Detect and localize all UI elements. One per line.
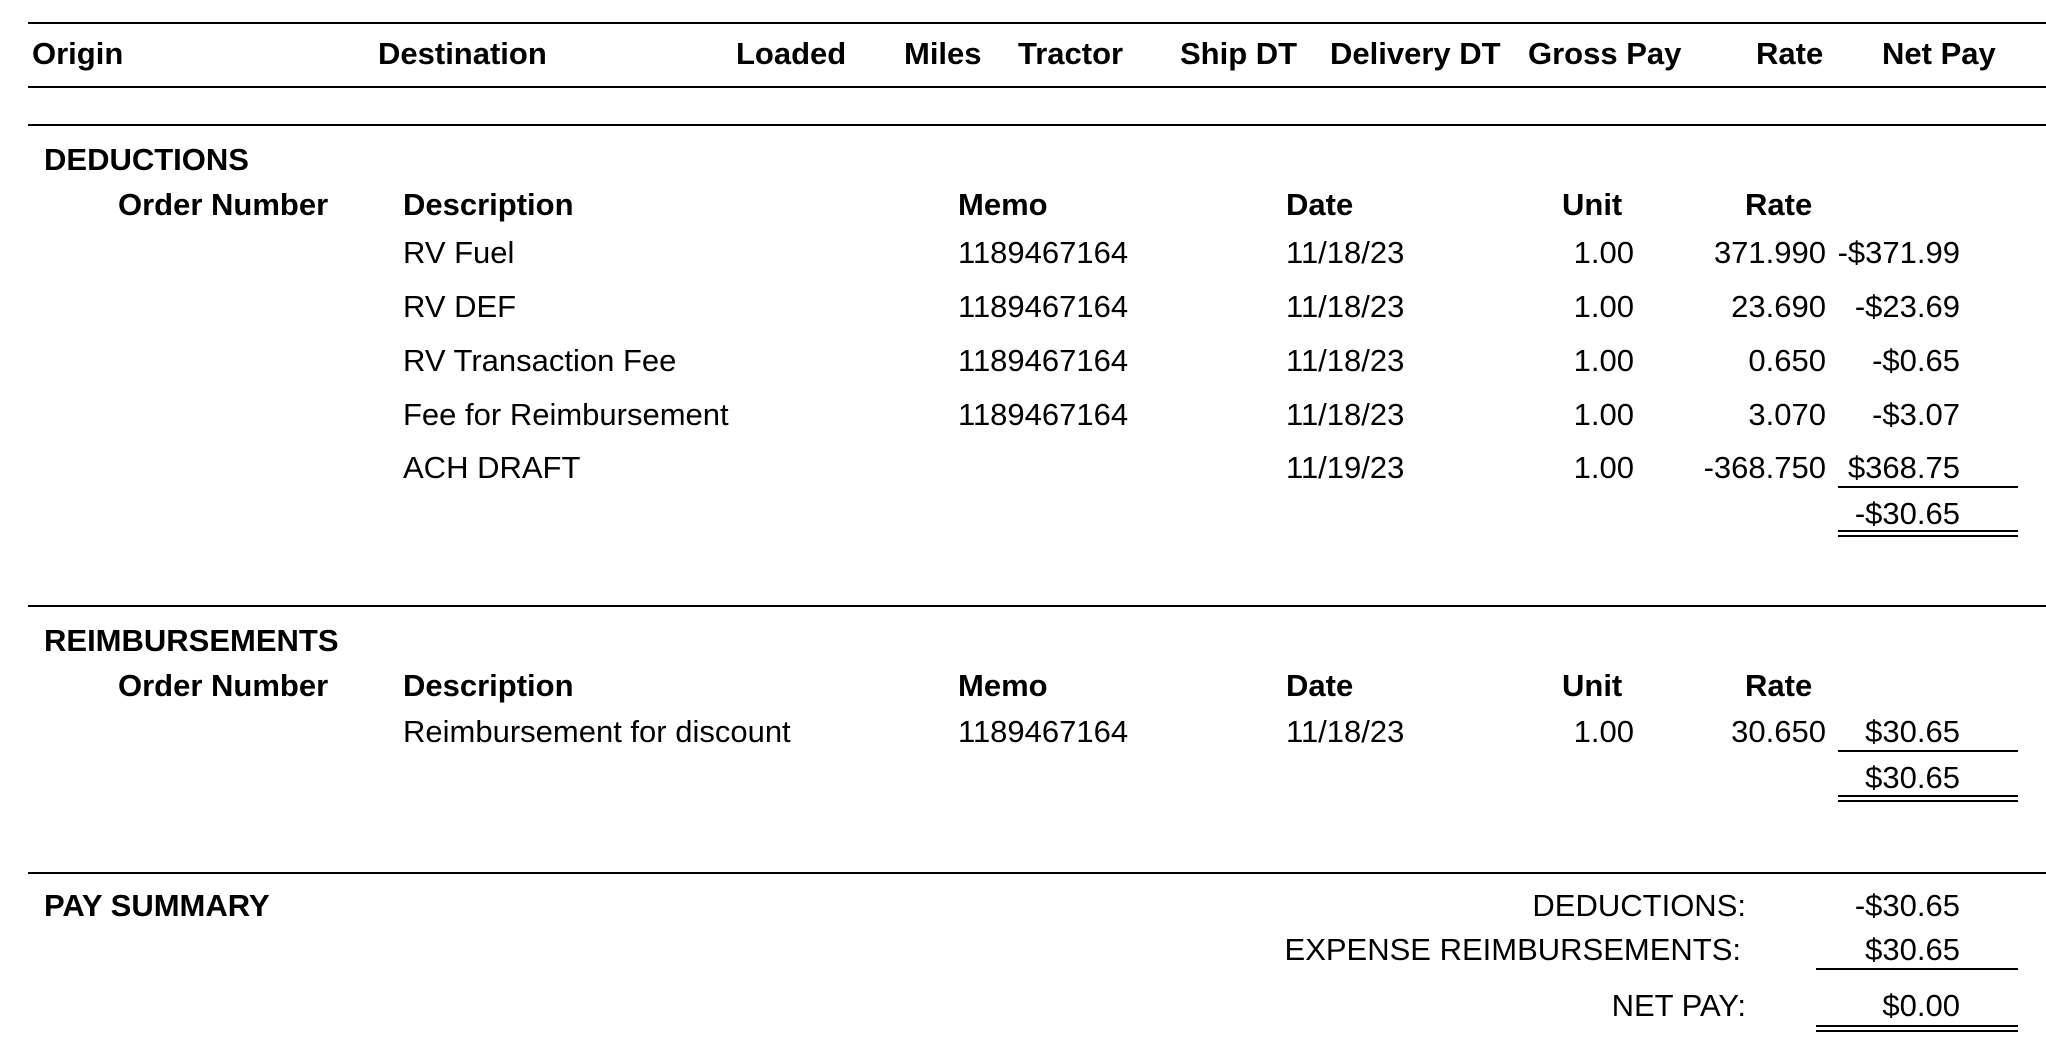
table-row-memo: 1189467164 <box>958 235 1129 270</box>
deductions-header-description: Description <box>403 187 574 222</box>
summary-net-pay-double-underline <box>1816 1025 2018 1032</box>
table-row-rate: 0.650 <box>1748 343 1826 378</box>
summary-reimbursements-value: $30.65 <box>1865 932 1960 967</box>
table-row-unit: 1.00 <box>1573 343 1634 378</box>
summary-deductions-label: DEDUCTIONS: <box>1532 888 1746 923</box>
table-row-unit: 1.00 <box>1573 397 1634 432</box>
table-row-amount: $30.65 <box>1865 714 1960 749</box>
reimbursements-top-rule <box>28 605 2046 607</box>
header-bottom-rule <box>28 86 2046 88</box>
col-gross-pay: Gross Pay <box>1528 36 1682 71</box>
table-row-memo: 1189467164 <box>958 343 1129 378</box>
table-row-date: 11/18/23 <box>1286 235 1405 270</box>
reimbursements-subtotal-underline <box>1838 750 2018 752</box>
table-row-amount: -$23.69 <box>1854 289 1960 324</box>
summary-net-pay-value: $0.00 <box>1882 988 1960 1023</box>
deductions-header-order-number: Order Number <box>118 187 329 222</box>
table-row-date: 11/18/23 <box>1286 714 1405 749</box>
table-row-description: RV Transaction Fee <box>403 343 677 378</box>
pay-summary-title: PAY SUMMARY <box>44 888 270 923</box>
pay-summary-top-rule <box>28 872 2046 874</box>
reimbursements-header-unit: Unit <box>1562 668 1623 703</box>
summary-reimbursements-label: EXPENSE REIMBURSEMENTS: <box>1284 932 1741 967</box>
table-row-description: ACH DRAFT <box>403 450 581 485</box>
deductions-title: DEDUCTIONS <box>44 142 249 177</box>
summary-net-pay-label: NET PAY: <box>1611 988 1746 1023</box>
table-row-rate: 30.650 <box>1731 714 1826 749</box>
table-row-rate: 371.990 <box>1713 235 1826 270</box>
col-tractor: Tractor <box>1018 36 1124 71</box>
deductions-header-date: Date <box>1286 187 1354 222</box>
summary-deductions-value: -$30.65 <box>1854 888 1960 923</box>
table-row-description: Fee for Reimbursement <box>403 397 729 432</box>
reimbursements-total-double-underline <box>1838 795 2018 802</box>
deductions-total: -$30.65 <box>1854 496 1960 531</box>
table-row-memo: 1189467164 <box>958 289 1129 324</box>
table-row-amount: -$0.65 <box>1872 343 1960 378</box>
table-row-amount: $368.75 <box>1847 450 1960 485</box>
table-row-unit: 1.00 <box>1573 235 1634 270</box>
table-row-unit: 1.00 <box>1573 714 1634 749</box>
reimbursements-header-memo: Memo <box>958 668 1048 703</box>
deductions-top-rule <box>28 124 2046 126</box>
table-row-unit: 1.00 <box>1573 289 1634 324</box>
col-origin: Origin <box>32 36 124 71</box>
reimbursements-header-rate: Rate <box>1745 668 1813 703</box>
table-row-date: 11/19/23 <box>1286 450 1405 485</box>
table-row-amount: -$371.99 <box>1837 235 1960 270</box>
deductions-header-memo: Memo <box>958 187 1048 222</box>
col-ship-dt: Ship DT <box>1180 36 1298 71</box>
col-rate: Rate <box>1756 36 1824 71</box>
reimbursements-total: $30.65 <box>1865 760 1960 795</box>
reimbursements-header-order-number: Order Number <box>118 668 329 703</box>
table-row-date: 11/18/23 <box>1286 289 1405 324</box>
reimbursements-header-date: Date <box>1286 668 1354 703</box>
reimbursements-header-description: Description <box>403 668 574 703</box>
table-row-amount: -$3.07 <box>1872 397 1960 432</box>
col-miles: Miles <box>904 36 982 71</box>
table-row-description: Reimbursement for discount <box>403 714 791 749</box>
deductions-header-rate: Rate <box>1745 187 1813 222</box>
table-row-date: 11/18/23 <box>1286 397 1405 432</box>
table-row-rate: 3.070 <box>1748 397 1826 432</box>
table-row-rate: 23.690 <box>1731 289 1826 324</box>
top-rule <box>28 22 2046 24</box>
col-net-pay: Net Pay <box>1882 36 1996 71</box>
reimbursements-title: REIMBURSEMENTS <box>44 623 339 658</box>
col-loaded: Loaded <box>736 36 847 71</box>
deductions-total-double-underline <box>1838 530 2018 537</box>
table-row-memo: 1189467164 <box>958 397 1129 432</box>
col-destination: Destination <box>378 36 547 71</box>
table-row-description: RV DEF <box>403 289 517 324</box>
summary-reimbursements-underline <box>1816 968 2018 970</box>
table-row-date: 11/18/23 <box>1286 343 1405 378</box>
table-row-memo: 1189467164 <box>958 714 1129 749</box>
table-row-unit: 1.00 <box>1573 450 1634 485</box>
col-delivery-dt: Delivery DT <box>1330 36 1501 71</box>
table-row-rate: -368.750 <box>1703 450 1826 485</box>
deductions-header-unit: Unit <box>1562 187 1623 222</box>
table-row-description: RV Fuel <box>403 235 515 270</box>
deductions-subtotal-underline <box>1838 486 2018 488</box>
